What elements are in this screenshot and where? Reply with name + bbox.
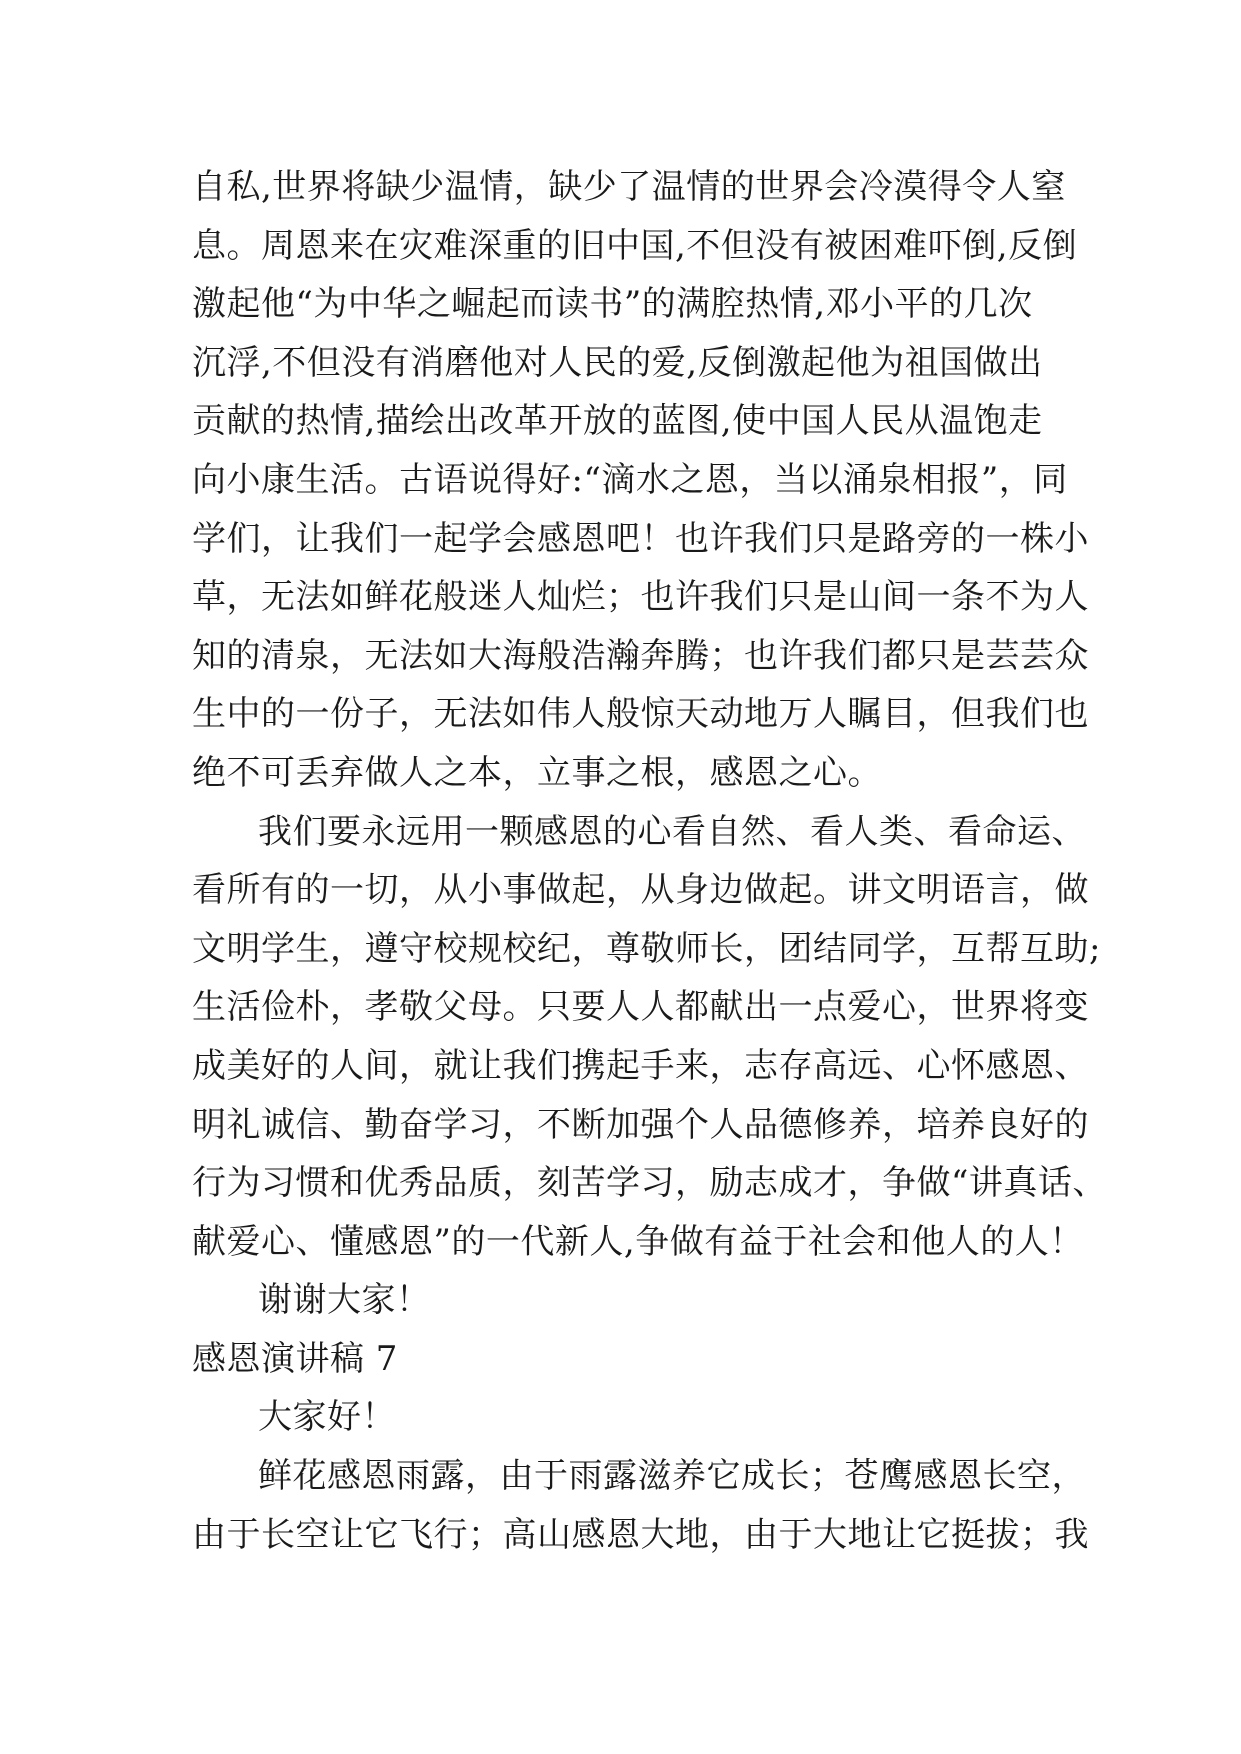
text-line: 学们，让我们一起学会感恩吧！也许我们只是路旁的一株小	[192, 518, 1089, 559]
text-line: 明礼诚信、勤奋学习，不断加强个人品德修养，培养良好的	[192, 1104, 1089, 1145]
text-line: 贡献的热情,描绘出改革开放的蓝图,使中国人民从温饱走	[192, 401, 1043, 442]
text-line: 激起他“为中华之崛起而读书”的满腔热情,邓小平的几次	[192, 284, 1033, 325]
paragraph-start-line: 我们要永远用一颗感恩的心看自然、看人类、看命运、	[258, 811, 1086, 852]
text-line: 行为习惯和优秀品质，刻苦学习，励志成才，争做“讲真话、	[192, 1163, 1107, 1204]
section-heading: 感恩演讲稿 7	[192, 1338, 398, 1379]
text-line: 知的清泉，无法如大海般浩瀚奔腾；也许我们都只是芸芸众	[192, 635, 1089, 676]
text-line: 献爱心、懂感恩”的一代新人,争做有益于社会和他人的人！	[192, 1221, 1084, 1262]
closing-line: 谢谢大家！	[258, 1280, 431, 1321]
text-line: 成美好的人间，就让我们携起手来，志存高远、心怀感恩、	[192, 1045, 1089, 1086]
text-line: 文明学生，遵守校规校纪，尊敬师长，团结同学，互帮互助;	[192, 928, 1101, 969]
text-line: 生活俭朴，孝敬父母。只要人人都献出一点爱心，世界将变	[192, 987, 1089, 1028]
text-line: 绝不可丢弃做人之本，立事之根，感恩之心。	[192, 752, 882, 793]
document-body	[192, 158, 1107, 1564]
text-line: 看所有的一切，从小事做起，从身边做起。讲文明语言，做	[192, 870, 1089, 911]
text-line: 草，无法如鲜花般迷人灿烂；也许我们只是山间一条不为人	[192, 577, 1089, 618]
text-line: 由于长空让它飞行；高山感恩大地，由于大地让它挺拔；我	[192, 1514, 1089, 1555]
text-line: 生中的一份子，无法如伟人般惊天动地万人瞩目，但我们也	[192, 694, 1089, 735]
greeting-line: 大家好！	[258, 1397, 396, 1438]
text-line: 沉浮,不但没有消磨他对人民的爱,反倒激起他为祖国做出	[192, 342, 1043, 383]
text-line: 息。周恩来在灾难深重的旧中国,不但没有被困难吓倒,反倒	[192, 225, 1078, 266]
text-line: 自私,世界将缺少温情，缺少了温情的世界会冷漠得令人窒	[192, 167, 1066, 207]
paragraph-start-line: 鲜花感恩雨露，由于雨露滋养它成长；苍鹰感恩长空，	[258, 1456, 1086, 1497]
text-line: 向小康生活。古语说得好:“滴水之恩，当以涌泉相报”，同	[192, 459, 1068, 500]
